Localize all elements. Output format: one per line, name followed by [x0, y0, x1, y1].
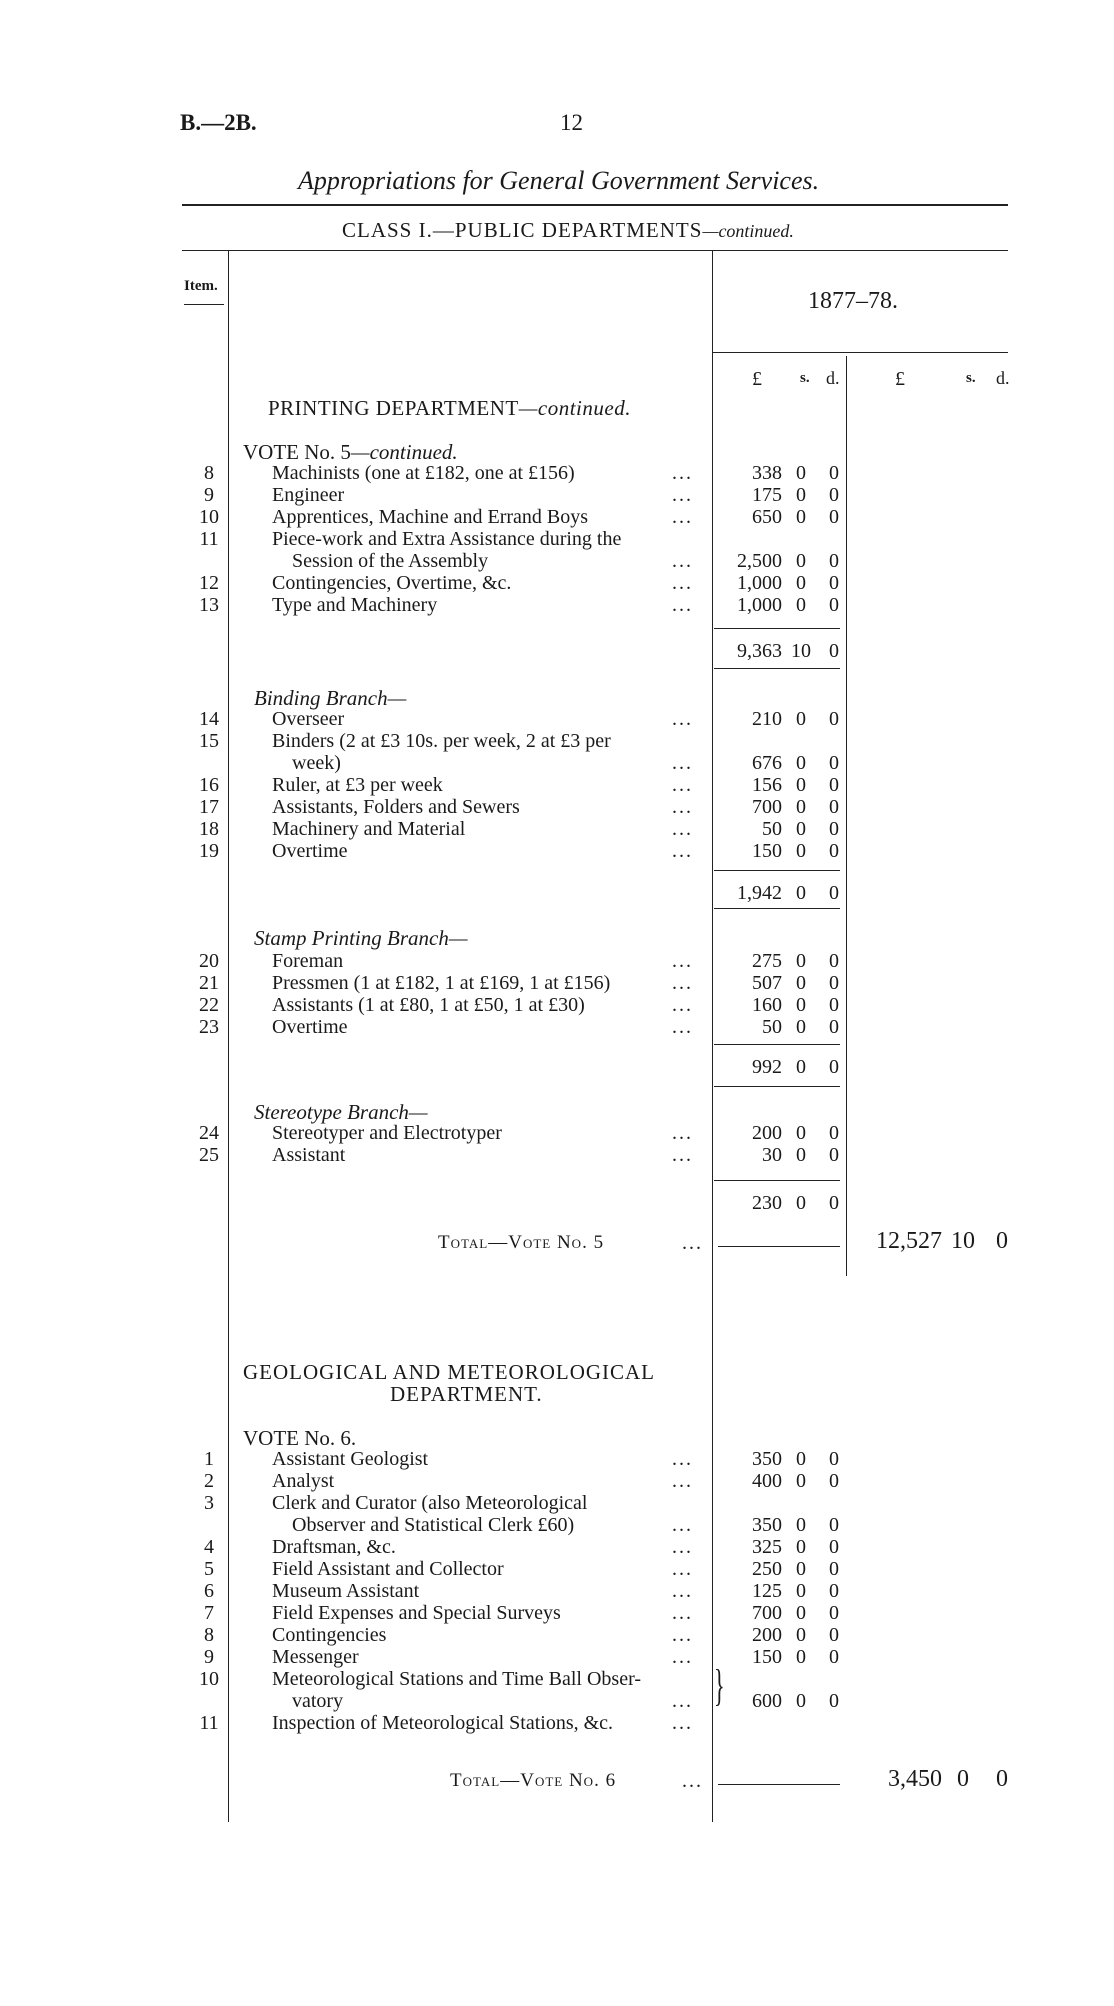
stamp-subtotal-shillings: 0 — [796, 1056, 806, 1078]
stamp-item-dots: ... — [672, 994, 693, 1016]
stereotype-subtotal-pence: 0 — [829, 1192, 839, 1214]
binding-item-amount: 150 — [752, 840, 782, 862]
printing-item-dots: ... — [672, 594, 693, 616]
binding-item-dots: ... — [672, 796, 693, 818]
geological-item-dots: ... — [672, 1536, 693, 1558]
binding-item-pence: 0 — [829, 840, 839, 862]
printing-item-dots: ... — [672, 572, 693, 594]
geological-item-number: 11 — [199, 1712, 219, 1734]
year-column-header: 1877–78. — [808, 288, 898, 314]
item-header-rule — [184, 304, 224, 305]
geological-heading-line1: GEOLOGICAL AND METEOROLOGICAL — [243, 1360, 656, 1384]
stamp-heading: Stamp Printing Branch— — [254, 926, 468, 950]
pence-column-rule — [846, 356, 847, 1276]
geological-item-amount: 700 — [752, 1602, 782, 1624]
binding-item-pence: 0 — [829, 752, 839, 774]
geological-item-description: Contingencies — [272, 1624, 387, 1646]
printing-item-description: Contingencies, Overtime, &c. — [272, 572, 512, 594]
page-number: 12 — [560, 110, 583, 135]
stamp-item-description: Foreman — [272, 950, 344, 972]
bracket-amount: 600 — [752, 1690, 782, 1712]
stamp-item-shillings: 0 — [796, 972, 806, 994]
geological-item-dots: ... — [672, 1558, 693, 1580]
geological-item-dots: ... — [672, 1624, 693, 1646]
printing-item-amount: 650 — [752, 506, 782, 528]
printing-item-description-cont: Session of the Assembly — [292, 550, 489, 572]
binding-item-dots: ... — [672, 840, 693, 862]
printing-item-pence: 0 — [829, 572, 839, 594]
binding-item-description: Overseer — [272, 708, 345, 730]
printing-heading-text: PRINTING DEPARTMENT — [268, 396, 519, 420]
printing-item-shillings: 0 — [796, 594, 806, 616]
item-column-rule — [228, 250, 229, 1822]
stamp-item-number: 23 — [199, 1016, 219, 1038]
bracket-shillings: 0 — [796, 1690, 806, 1712]
stamp-subtotal-rule — [714, 1044, 840, 1045]
stereotype-item-amount: 200 — [752, 1122, 782, 1144]
binding-item-amount: 700 — [752, 796, 782, 818]
binding-item-pence: 0 — [829, 818, 839, 840]
binding-item-number: 18 — [199, 818, 219, 840]
stereotype-item-description: Assistant — [272, 1144, 346, 1166]
stereotype-item-number: 25 — [199, 1144, 219, 1166]
geological-item-pence: 0 — [829, 1580, 839, 1602]
printing-item-description: Machinists (one at £182, one at £156) — [272, 462, 575, 484]
binding-item-amount: 210 — [752, 708, 782, 730]
printing-item-pence: 0 — [829, 462, 839, 484]
header-rule — [182, 250, 1008, 251]
binding-item-dots: ... — [672, 708, 693, 730]
geological-item-dots: ... — [672, 1646, 693, 1668]
binding-item-description: Machinery and Material — [272, 818, 466, 840]
printing-item-amount: 1,000 — [737, 594, 782, 616]
binding-item-shillings: 0 — [796, 752, 806, 774]
stamp-item-number: 22 — [199, 994, 219, 1016]
binding-item-number: 19 — [199, 840, 219, 862]
total-vote5-pence: 0 — [996, 1228, 1008, 1254]
class-heading — [342, 218, 794, 243]
document-reference: B.—2B. — [180, 110, 257, 135]
total-vote6-label: Total—Vote No. 6 — [450, 1770, 617, 1791]
geological-item-pence: 0 — [829, 1514, 839, 1536]
geological-item-description: Inspection of Meteorological Stations, &c. — [272, 1712, 614, 1734]
printing-item-amount: 338 — [752, 462, 782, 484]
binding-item-number: 16 — [199, 774, 219, 796]
stereotype-item-shillings: 0 — [796, 1144, 806, 1166]
total-vote5-amount: 12,527 — [876, 1228, 942, 1254]
printing-item-shillings: 0 — [796, 506, 806, 528]
total-vote6-amount: 3,450 — [888, 1766, 942, 1792]
printing-item-description: Engineer — [272, 484, 345, 506]
geological-item-number: 9 — [204, 1646, 214, 1668]
shilling-header-2: s. — [966, 370, 976, 386]
printing-subtotal-pence: 0 — [829, 640, 839, 662]
geological-item-dots: ... — [672, 1712, 693, 1734]
printing-item-shillings: 0 — [796, 462, 806, 484]
geological-item-dots: ... — [672, 1470, 693, 1492]
printing-item-shillings: 0 — [796, 572, 806, 594]
stamp-item-amount: 160 — [752, 994, 782, 1016]
stereotype-item-shillings: 0 — [796, 1122, 806, 1144]
binding-item-amount: 50 — [762, 818, 782, 840]
geological-item-description: Assistant Geologist — [272, 1448, 429, 1470]
stamp-item-pence: 0 — [829, 972, 839, 994]
printing-item-amount: 1,000 — [737, 572, 782, 594]
stamp-item-number: 21 — [199, 972, 219, 994]
geological-item-amount: 400 — [752, 1470, 782, 1492]
printing-subtotal-shillings: 10 — [791, 640, 811, 662]
stereotype-subtotal-shillings: 0 — [796, 1192, 806, 1214]
printing-item-pence: 0 — [829, 594, 839, 616]
printing-item-description: Piece-work and Extra Assistance during the — [272, 528, 622, 550]
geological-item-dots: ... — [672, 1448, 693, 1470]
total-vote6-shillings: 0 — [957, 1766, 969, 1792]
printing-item-number: 13 — [199, 594, 219, 616]
printing-item-number: 12 — [199, 572, 219, 594]
pence-header-2: d. — [996, 368, 1010, 388]
bracket-pence: 0 — [829, 1690, 839, 1712]
geological-item-amount: 350 — [752, 1514, 782, 1536]
geological-item-amount: 125 — [752, 1580, 782, 1602]
geological-item-number: 8 — [204, 1624, 214, 1646]
stamp-item-number: 20 — [199, 950, 219, 972]
pence-header-1: d. — [826, 368, 840, 388]
printing-item-pence: 0 — [829, 506, 839, 528]
geological-item-shillings: 0 — [796, 1558, 806, 1580]
binding-item-pence: 0 — [829, 774, 839, 796]
stereotype-heading: Stereotype Branch— — [254, 1100, 428, 1124]
stamp-item-dots: ... — [672, 1016, 693, 1038]
printing-item-number: 9 — [204, 484, 214, 506]
printing-item-shillings: 0 — [796, 550, 806, 572]
pound-header-2: £ — [895, 368, 905, 390]
vote5-label-continued: —continued. — [350, 440, 458, 464]
geological-item-number: 3 — [204, 1492, 214, 1514]
total-vote6-dash — [718, 1784, 840, 1785]
binding-item-shillings: 0 — [796, 708, 806, 730]
class-heading-continued: —continued. — [702, 221, 794, 241]
total-vote5-shillings: 10 — [951, 1228, 975, 1254]
stamp-item-shillings: 0 — [796, 950, 806, 972]
geological-item-pence: 0 — [829, 1646, 839, 1668]
item-column-header: Item. — [184, 278, 218, 294]
geological-item-number: 7 — [204, 1602, 214, 1624]
binding-item-description: Binders (2 at £3 10s. per week, 2 at £3 per — [272, 730, 611, 752]
stereotype-item-amount: 30 — [762, 1144, 782, 1166]
stamp-item-description: Pressmen (1 at £182, 1 at £169, 1 at £156) — [272, 972, 611, 994]
stamp-item-amount: 275 — [752, 950, 782, 972]
printing-item-dots: ... — [672, 484, 693, 506]
binding-item-dots: ... — [672, 774, 693, 796]
total-vote5-dash — [718, 1246, 840, 1247]
title-rule — [182, 204, 1008, 206]
binding-heading: Binding Branch— — [254, 686, 407, 710]
printing-subtotal-rule — [714, 628, 840, 629]
geological-item-description: Museum Assistant — [272, 1580, 420, 1602]
geological-item-number: 2 — [204, 1470, 214, 1492]
total-vote5-dots: ... — [682, 1232, 703, 1254]
geological-item-description: Analyst — [272, 1470, 335, 1492]
binding-subtotal-underline — [714, 908, 840, 909]
printing-subtotal-underline — [714, 668, 840, 669]
geological-item-amount: 250 — [752, 1558, 782, 1580]
printing-item-description: Type and Machinery — [272, 594, 438, 616]
total-vote5-label: Total—Vote No. 5 — [438, 1232, 605, 1253]
geological-item-pence: 0 — [829, 1624, 839, 1646]
binding-item-pence: 0 — [829, 708, 839, 730]
printing-item-dots: ... — [672, 462, 693, 484]
binding-item-shillings: 0 — [796, 818, 806, 840]
binding-subtotal-shillings: 0 — [796, 882, 806, 904]
stamp-item-description: Assistants (1 at £80, 1 at £50, 1 at £30) — [272, 994, 585, 1016]
stamp-subtotal-underline — [714, 1086, 840, 1087]
binding-item-dots: ... — [672, 818, 693, 840]
vote6-label: VOTE No. 6. — [243, 1426, 357, 1450]
geological-item-description: Field Assistant and Collector — [272, 1558, 504, 1580]
geological-item-shillings: 0 — [796, 1448, 806, 1470]
geological-item-dots: ... — [672, 1580, 693, 1602]
stamp-item-amount: 50 — [762, 1016, 782, 1038]
printing-item-dots: ... — [672, 506, 693, 528]
printing-item-amount: 2,500 — [737, 550, 782, 572]
binding-item-shillings: 0 — [796, 774, 806, 796]
printing-item-shillings: 0 — [796, 484, 806, 506]
stamp-item-amount: 507 — [752, 972, 782, 994]
geological-item-number: 10 — [199, 1668, 219, 1690]
geological-item-amount: 200 — [752, 1624, 782, 1646]
geological-item-shillings: 0 — [796, 1602, 806, 1624]
stamp-item-dots: ... — [672, 950, 693, 972]
stamp-item-shillings: 0 — [796, 994, 806, 1016]
stereotype-item-number: 24 — [199, 1122, 219, 1144]
geological-item-amount: 150 — [752, 1646, 782, 1668]
printing-heading — [268, 396, 631, 421]
binding-item-shillings: 0 — [796, 840, 806, 862]
geological-item-dots: ... — [672, 1690, 693, 1712]
geological-item-description: Draftsman, &c. — [272, 1536, 396, 1558]
stereotype-item-dots: ... — [672, 1122, 693, 1144]
binding-item-description: Ruler, at £3 per week — [272, 774, 443, 796]
geological-item-amount: 350 — [752, 1448, 782, 1470]
stereotype-item-dots: ... — [672, 1144, 693, 1166]
stamp-subtotal-amount: 992 — [752, 1056, 782, 1078]
vote5-label-text: VOTE No. 5 — [243, 440, 351, 464]
amount-column-rule — [712, 250, 713, 1822]
geological-item-number: 5 — [204, 1558, 214, 1580]
printing-item-pence: 0 — [829, 484, 839, 506]
geological-item-pence: 0 — [829, 1470, 839, 1492]
stereotype-item-description: Stereotyper and Electrotyper — [272, 1122, 502, 1144]
binding-item-amount: 676 — [752, 752, 782, 774]
binding-item-amount: 156 — [752, 774, 782, 796]
pound-header-1: £ — [752, 368, 762, 390]
binding-subtotal-rule — [714, 870, 840, 871]
geological-item-description: Clerk and Curator (also Meteorological — [272, 1492, 588, 1514]
total-vote6-pence: 0 — [996, 1766, 1008, 1792]
geological-item-dots: ... — [672, 1514, 693, 1536]
printing-item-number: 11 — [199, 528, 219, 550]
printing-item-number: 8 — [204, 462, 214, 484]
class-heading-text: CLASS I.—PUBLIC DEPARTMENTS — [342, 218, 703, 242]
page-title: Appropriations for General Government Services. — [298, 166, 820, 195]
binding-item-dots: ... — [672, 752, 693, 774]
printing-item-amount: 175 — [752, 484, 782, 506]
geological-item-shillings: 0 — [796, 1470, 806, 1492]
binding-subtotal-pence: 0 — [829, 882, 839, 904]
geological-item-shillings: 0 — [796, 1580, 806, 1602]
binding-item-pence: 0 — [829, 796, 839, 818]
geological-item-description: Meteorological Stations and Time Ball Obser- — [272, 1668, 642, 1690]
stamp-item-pence: 0 — [829, 994, 839, 1016]
geological-item-pence: 0 — [829, 1536, 839, 1558]
printing-item-number: 10 — [199, 506, 219, 528]
printing-item-description: Apprentices, Machine and Errand Boys — [272, 506, 589, 528]
binding-item-number: 17 — [199, 796, 219, 818]
geological-item-description: Messenger — [272, 1646, 359, 1668]
geological-item-pence: 0 — [829, 1558, 839, 1580]
total-vote6-dots: ... — [682, 1770, 703, 1792]
stamp-item-shillings: 0 — [796, 1016, 806, 1038]
shilling-header-1: s. — [800, 370, 810, 386]
geological-item-number: 6 — [204, 1580, 214, 1602]
binding-item-description: Overtime — [272, 840, 348, 862]
stamp-item-pence: 0 — [829, 950, 839, 972]
geological-item-shillings: 0 — [796, 1514, 806, 1536]
geological-item-description-cont: Observer and Statistical Clerk £60) — [292, 1514, 575, 1536]
stamp-item-dots: ... — [672, 972, 693, 994]
printing-subtotal-amount: 9,363 — [737, 640, 782, 662]
binding-item-description-cont: week) — [292, 752, 341, 774]
stamp-item-pence: 0 — [829, 1016, 839, 1038]
geological-item-amount: 325 — [752, 1536, 782, 1558]
stamp-item-description: Overtime — [272, 1016, 348, 1038]
geological-heading-line2: DEPARTMENT. — [390, 1382, 543, 1406]
brace-glyph: } — [714, 1661, 725, 1710]
geological-item-number: 4 — [204, 1536, 214, 1558]
binding-subtotal-amount: 1,942 — [737, 882, 782, 904]
year-header-rule — [712, 352, 1008, 353]
binding-item-description: Assistants, Folders and Sewers — [272, 796, 520, 818]
stereotype-subtotal-amount: 230 — [752, 1192, 782, 1214]
printing-item-dots: ... — [672, 550, 693, 572]
binding-item-number: 14 — [199, 708, 219, 730]
geological-item-pence: 0 — [829, 1448, 839, 1470]
geological-item-pence: 0 — [829, 1602, 839, 1624]
geological-item-shillings: 0 — [796, 1536, 806, 1558]
stereotype-item-pence: 0 — [829, 1122, 839, 1144]
geological-item-shillings: 0 — [796, 1646, 806, 1668]
geological-item-description-cont: vatory — [292, 1690, 344, 1712]
geological-item-number: 1 — [204, 1448, 214, 1470]
binding-item-shillings: 0 — [796, 796, 806, 818]
geological-item-shillings: 0 — [796, 1624, 806, 1646]
printing-heading-continued: —continued. — [518, 396, 631, 420]
geological-item-dots: ... — [672, 1602, 693, 1624]
stamp-subtotal-pence: 0 — [829, 1056, 839, 1078]
binding-item-number: 15 — [199, 730, 219, 752]
stereotype-subtotal-rule — [714, 1180, 840, 1181]
printing-item-pence: 0 — [829, 550, 839, 572]
geological-item-description: Field Expenses and Special Surveys — [272, 1602, 561, 1624]
stereotype-item-pence: 0 — [829, 1144, 839, 1166]
